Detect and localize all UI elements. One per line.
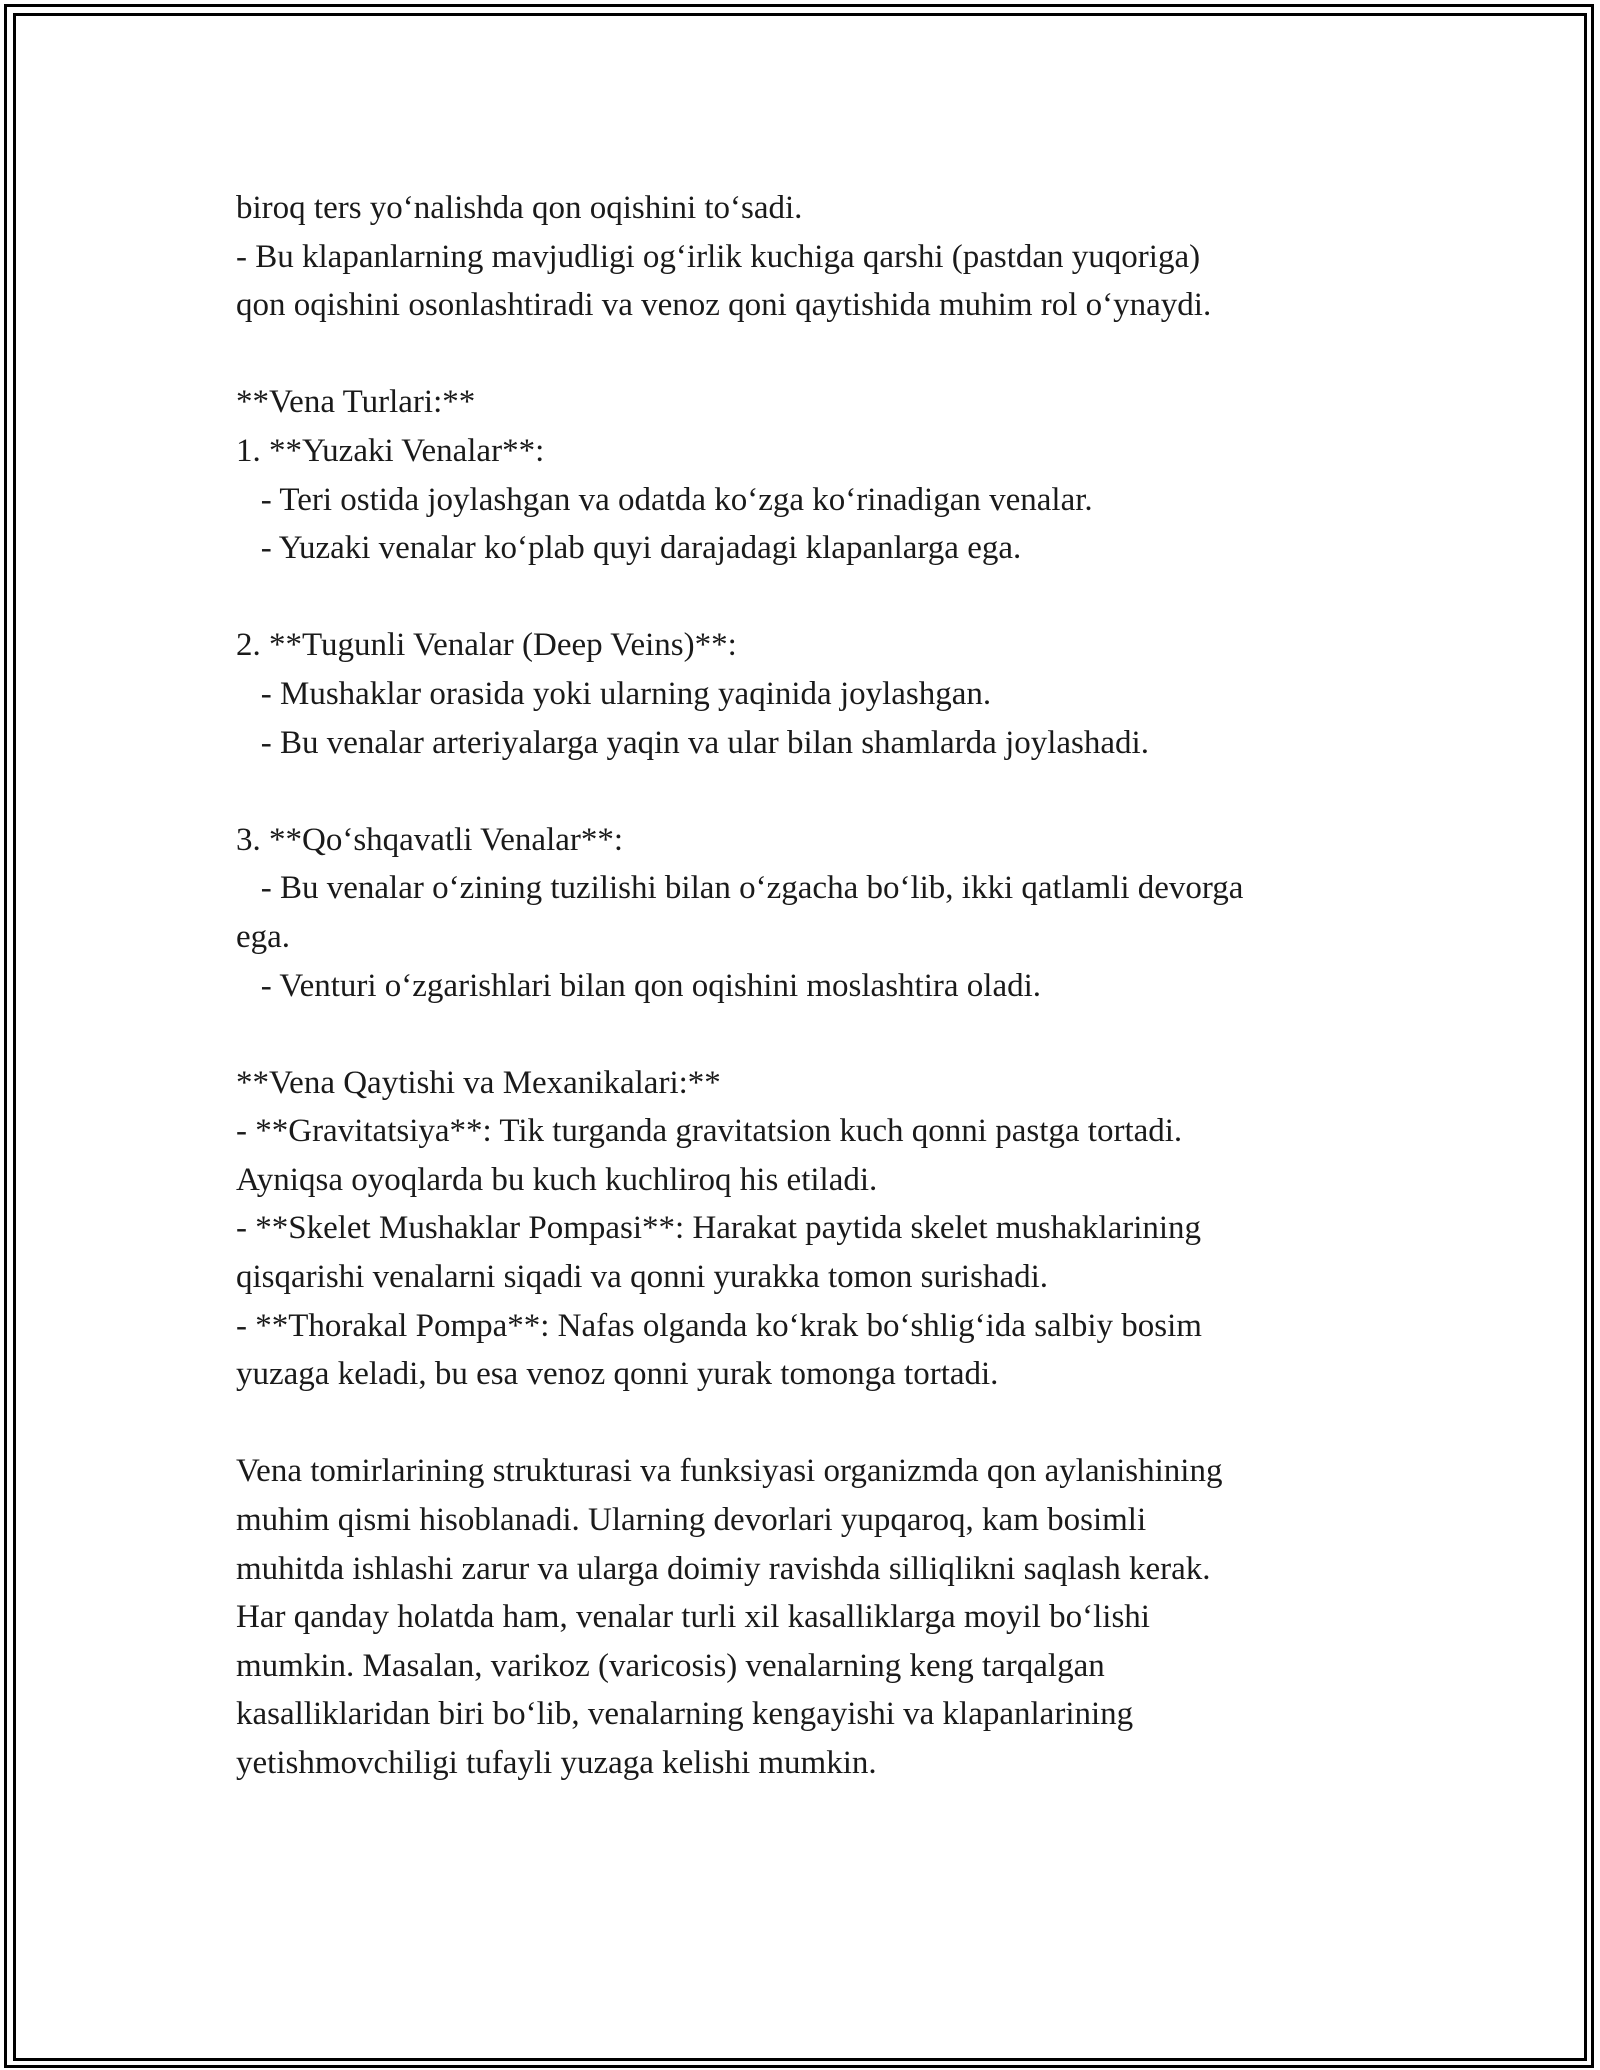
blank-line <box>236 767 1376 816</box>
list-item: - **Skelet Mushaklar Pompasi**: Harakat paytida skelet mushaklarining <box>236 1210 1202 1247</box>
paragraph-line: mumkin. Masalan, varikoz (varicosis) venalarning keng tarqalgan <box>236 1647 1105 1684</box>
text-line: yuzaga keladi, bu esa venoz qonni yurak tomonga tortadi. <box>236 1356 999 1393</box>
list-subitem: - Mushaklar orasida yoki ularning yaqinida joylashgan. <box>236 675 992 712</box>
list-subitem: - Yuzaki venalar koʻplab quyi darajadagi klapanlarga ega. <box>236 530 1022 567</box>
blank-line <box>236 1399 1376 1448</box>
list-subitem: - Bu venalar arteriyalarga yaqin va ular bilan shamlarda joylashadi. <box>236 724 1149 761</box>
list-subitem: - Venturi oʻzgarishlari bilan qon oqishini moslashtira oladi. <box>236 967 1042 1004</box>
paragraph-line: kasalliklaridan biri boʻlib, venalarning kengayishi va klapanlarining <box>236 1696 1134 1733</box>
document-body <box>236 184 1376 1788</box>
list-subitem: - Teri ostida joylashgan va odatda koʻzga koʻrinadigan venalar. <box>236 481 1093 518</box>
blank-line <box>236 1010 1376 1059</box>
list-item-heading: 2. **Tugunli Venalar (Deep Veins)**: <box>236 627 737 664</box>
paragraph-line: muhim qismi hisoblanadi. Ularning devorlari yupqaroq, kam bosimli <box>236 1502 1147 1539</box>
blank-line <box>236 330 1376 379</box>
list-item: - **Thorakal Pompa**: Nafas olganda koʻkrak boʻshligʻida salbiy bosim <box>236 1307 1202 1344</box>
paragraph-line: Har qanday holatda ham, venalar turli xil kasalliklarga moyil boʻlishi <box>236 1599 1150 1636</box>
blank-line <box>236 573 1376 622</box>
text-line: Ayniqsa oyoqlarda bu kuch kuchliroq his etiladi. <box>236 1161 878 1198</box>
list-subitem: - Bu venalar oʻzining tuzilishi bilan oʻzgacha boʻlib, ikki qatlamli devorga <box>236 870 1244 907</box>
text-line: biroq ters yoʻnalishda qon oqishini toʻsadi. <box>236 190 803 226</box>
text-line: qon oqishini osonlashtiradi va venoz qoni qaytishida muhim rol oʻynaydi. <box>236 287 1212 324</box>
list-item-heading: 1. **Yuzaki Venalar**: <box>236 432 545 469</box>
section-heading: **Vena Qaytishi va Mexanikalari:** <box>236 1064 721 1101</box>
paragraph-line: yetishmovchiligi tufayli yuzaga kelishi mumkin. <box>236 1745 877 1781</box>
text-line: ega. <box>236 918 291 955</box>
paragraph-line: muhitda ishlashi zarur va ularga doimiy ravishda silliqlikni saqlash kerak. <box>236 1550 1211 1587</box>
paragraph-line: Vena tomirlarining strukturasi va funksiyasi organizmda qon aylanishining <box>236 1453 1223 1490</box>
list-item: - **Gravitatsiya**: Tik turganda gravitatsion kuch qonni pastga tortadi. <box>236 1113 1183 1150</box>
section-heading: **Vena Turlari:** <box>236 384 476 421</box>
text-line: qisqarishi venalarni siqadi va qonni yurakka tomon surishadi. <box>236 1259 1049 1296</box>
text-line: - Bu klapanlarning mavjudligi ogʻirlik kuchiga qarshi (pastdan yuqoriga) <box>236 238 1201 275</box>
list-item-heading: 3. **Qoʻshqavatli Venalar**: <box>236 821 624 858</box>
